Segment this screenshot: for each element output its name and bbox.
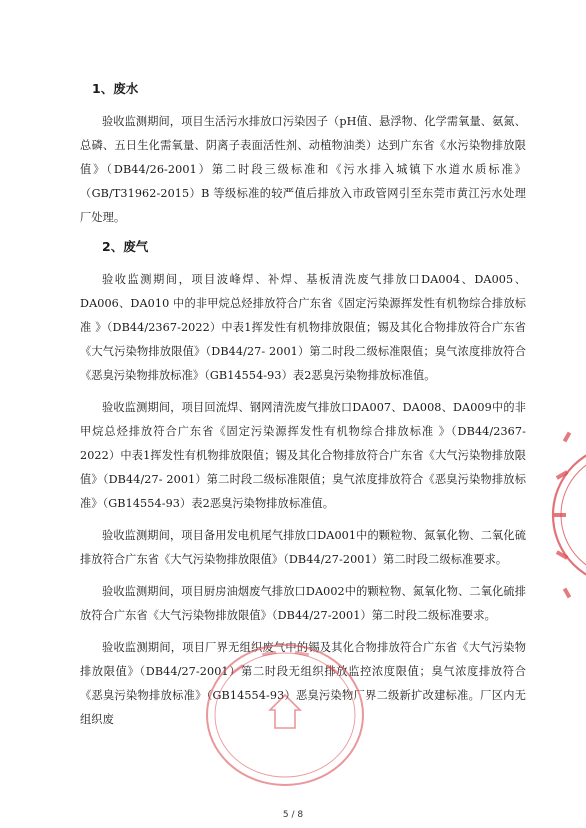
section-heading-wastewater: 1、废水 (92, 81, 139, 96)
paragraph-kitchen-fume: 验收监测期间，项目厨房油烟废气排放口DA002中的颗粒物、氮氧化物、二氧化硫排放符合广东省《大气污染物排放限值》（DB44/27-2001）第二时段二级标准要求。 (80, 585, 526, 622)
page-number: 5 / 8 (282, 810, 304, 820)
paragraph-fugitive-gas: 验收监测期间，项目厂界无组织废气中的锡及其化合物排放符合广东省《大气污染物排放限值》（DB44/27-2001）第二时段无组织排放监控浓度限值；臭气浓度排放符合《恶臭污染物排放标准》（GB14554-93）恶臭污染物厂界二级新扩改建标准。厂区内无组织废 (80, 641, 526, 726)
paragraph-generator-exhaust: 验收监测期间，项目备用发电机尾气排放口DA001中的颗粒物、氮氧化物、二氧化硫排放符合广东省《大气污染物排放限值》（DB44/27-2001）第二时段二级标准要求。 (80, 529, 526, 566)
paragraph-wave-soldering-gas: 验收监测期间，项目波峰焊、补焊、基板清洗废气排放口DA004、DA005、DA006、DA010 中的非甲烷总烃排放符合广东省《固定污染源挥发性有机物综合排放标准 》（DB44/2367-2022）中表1挥发性有机物排放限值；锡及其化合物排放符合广东省《大气污染物排放限值》（DB44/27- 2001）第二时段二级标准限值；臭气浓度排放符合《恶臭污染物排放标准》（GB14554-93）表2恶臭污染物排放标准值。 (80, 273, 526, 382)
seal-stamp-right-icon (548, 395, 586, 635)
paragraph-reflow-soldering-gas: 验收监测期间，项目回流焊、钢网清洗废气排放口DA007、DA008、DA009中的非甲烷总烃排放符合广东省《固定污染源挥发性有机物综合排放标准 》（DB44/2367-2022）中表1挥发性有机物排放限值；锡及其化合物排放符合广东省《大气污染物排放限值》（DB44/27- 2001）第二时段二级标准限值；臭气浓度排放符合《恶臭污染物排放标准》（GB14554-93）表2恶臭污染物排放标准值。 (80, 401, 526, 510)
paragraph-wastewater: 验收监测期间，项目生活污水排放口污染因子（pH值、悬浮物、化学需氧量、氨氮、总磷、五日生化需氧量、阴离子表面活性剂、动植物油类）达到广东省《水污染物排放限值》（DB44/26-2001）第二时段三级标准和《污水排入城镇下水道水质标准》（GB/T31962-2015）B 等级标准的较严值后排放入市政管网引至东莞市黄江污水处理厂处理。 (80, 115, 526, 224)
document-body (80, 80, 526, 740)
section-heading-waste-gas: 2、废气 (102, 239, 149, 254)
